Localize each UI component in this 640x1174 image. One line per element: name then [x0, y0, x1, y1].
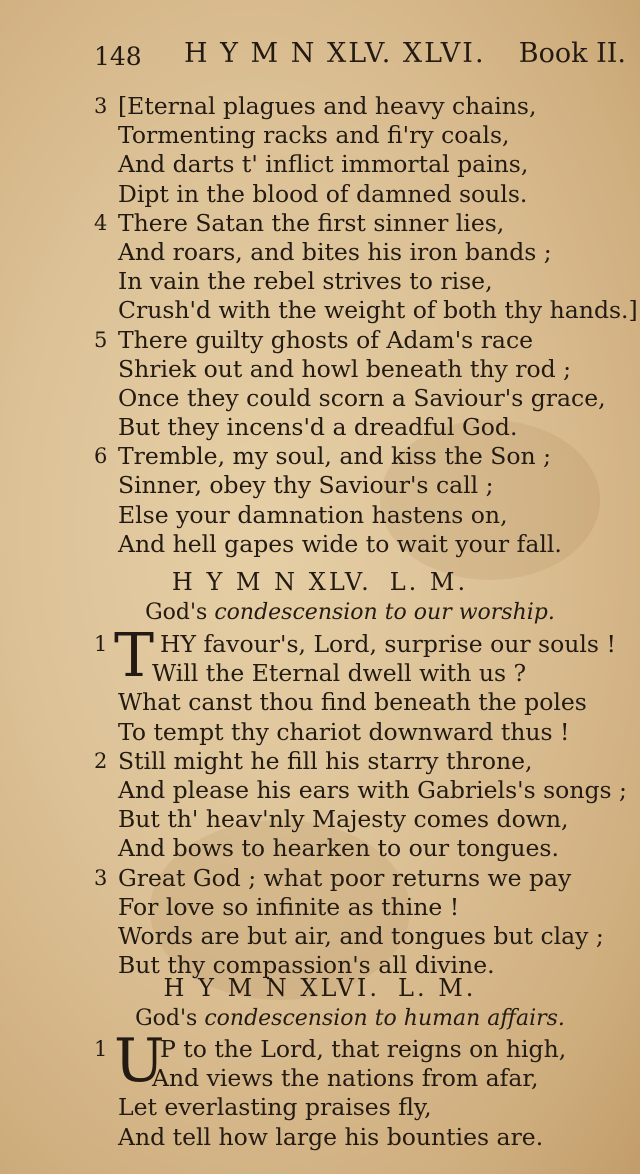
hymn-45-stanzas — [94, 621, 634, 980]
verse-line: But they incens'd a dreadful God. — [118, 413, 518, 442]
verse-line: There Satan the first sinner lies, — [118, 208, 505, 237]
verse-line: And bows to hearken to our tongues. — [118, 834, 559, 863]
subtitle-italic: condescension to human affairs. — [204, 1006, 565, 1031]
verse-line: Sinner, obey thy Saviour's call ; — [118, 471, 494, 500]
stanza — [94, 1026, 634, 1152]
stanza-number: 6 — [94, 444, 108, 469]
header-title: H Y M N XLV. XLVI. — [184, 38, 486, 69]
verse-line: And hell gapes wide to wait your fall. — [118, 529, 562, 558]
subtitle-prefix: God's — [135, 1006, 198, 1031]
drop-cap: T — [114, 621, 155, 691]
stanza — [94, 326, 634, 443]
verse-line: Let everlasting praises fly, — [118, 1093, 432, 1122]
page-number: 148 — [94, 42, 142, 71]
stanza — [94, 92, 634, 209]
verse-line: Crush'd with the weight of both thy hands.] — [118, 296, 638, 325]
stanza — [94, 442, 634, 559]
hymn-45-heading — [0, 568, 640, 596]
stanza-number: 1 — [94, 1037, 108, 1061]
verse-line: What canst thou find beneath the poles — [118, 688, 587, 717]
verse-line: HY favour's, Lord, surprise our souls ! — [160, 630, 616, 658]
stanza-number: 5 — [94, 327, 108, 352]
stanza-number: 3 — [94, 865, 108, 890]
verse-line: And views the nations from afar, — [152, 1064, 539, 1093]
verse-line: Tremble, my soul, and kiss the Son ; — [118, 442, 552, 471]
verse-line: But th' heav'nly Majesty comes down, — [118, 805, 569, 834]
verse-line: But thy compassion's all divine. — [118, 951, 495, 980]
hymn-meter: L. M. — [398, 974, 477, 1002]
verse-line: And tell how large his bounties are. — [118, 1122, 544, 1151]
verse-line: And roars, and bites his iron bands ; — [118, 237, 552, 266]
hymn-meter: L. M. — [389, 568, 469, 596]
verse-line: For love so infinite as thine ! — [118, 892, 460, 921]
previous-hymn-stanzas — [94, 92, 638, 559]
subtitle-prefix: God's — [145, 600, 208, 625]
hymn-46-stanzas — [94, 1026, 634, 1152]
stanza — [94, 621, 634, 747]
subtitle-italic: condescension to our worship. — [214, 600, 555, 625]
verse-line: Still might he fill his starry throne, — [118, 746, 533, 775]
hymn-title: H Y M N XLV. — [171, 568, 372, 596]
stanza-number: 2 — [94, 748, 108, 773]
verse-line: And please his ears with Gabriels's songs ; — [118, 775, 627, 804]
verse-line: Once they could scorn a Saviour's grace, — [118, 383, 606, 412]
verse-line: Will the Eternal dwell with us ? — [152, 659, 527, 688]
stanza-number: 4 — [94, 210, 108, 235]
verse-line: [Eternal plagues and heavy chains, — [118, 92, 537, 120]
verse-line: Tormenting racks and fi'ry coals, — [118, 121, 510, 150]
verse-line: Great God ; what poor returns we pay — [118, 863, 572, 892]
verse-line: There guilty ghosts of Adam's race — [118, 325, 534, 354]
stanza — [94, 208, 638, 326]
stanza-number: 3 — [94, 94, 108, 118]
stanza — [94, 747, 634, 864]
drop-cap: U — [114, 1026, 165, 1096]
stanza-number: 1 — [94, 632, 108, 656]
verse-line: Words are but air, and tongues but clay ; — [118, 921, 604, 950]
stanza — [94, 864, 634, 981]
verse-line: P to the Lord, that reigns on high, — [160, 1035, 567, 1063]
hymn-title: H Y M N XLVI. — [163, 974, 381, 1002]
verse-line: Shriek out and howl beneath thy rod ; — [118, 354, 572, 383]
book-label: Book II. — [518, 38, 626, 69]
hymn-46-heading — [0, 974, 640, 1002]
verse-line: In vain the rebel strives to rise, — [118, 267, 493, 296]
verse-line: To tempt thy chariot downward thus ! — [118, 717, 570, 746]
running-header — [94, 38, 630, 78]
verse-line: Else your damnation hastens on, — [118, 500, 508, 529]
verse-line: Dipt in the blood of damned souls. — [118, 179, 528, 208]
verse-line: And darts t' inflict immortal pains, — [118, 150, 529, 179]
